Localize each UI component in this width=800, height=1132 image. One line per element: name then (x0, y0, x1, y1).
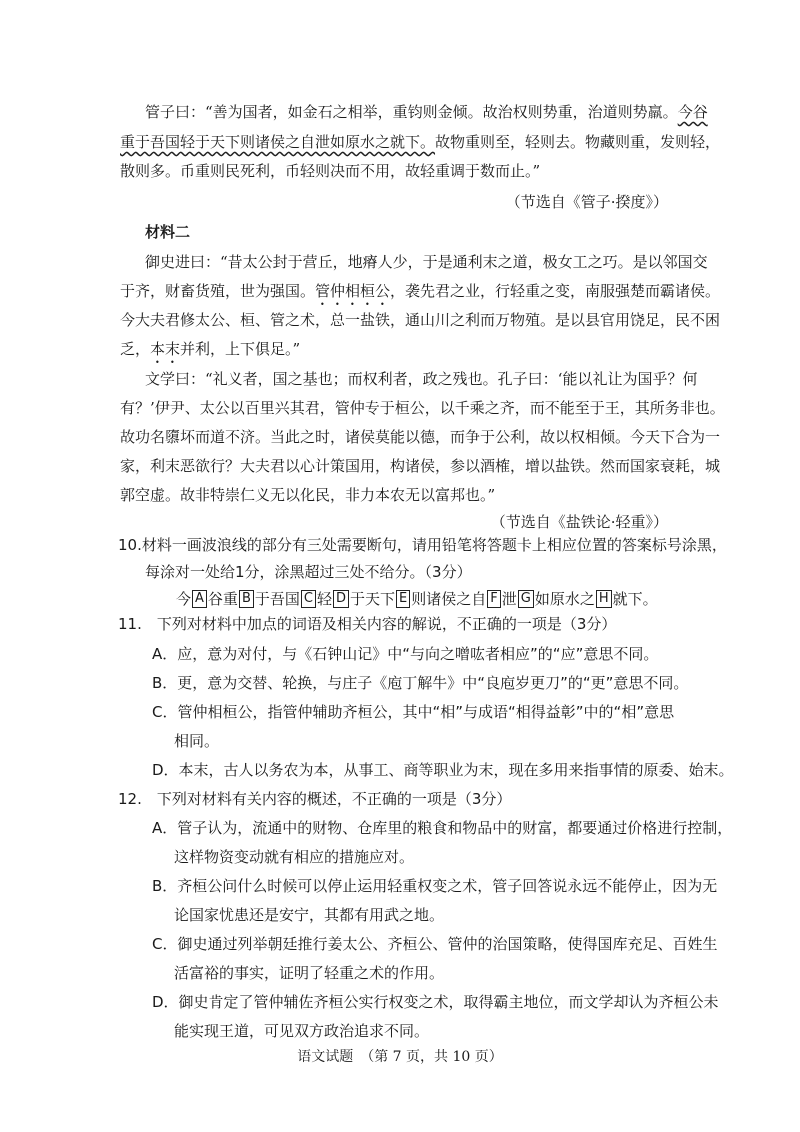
p1-line2-b: ，袭先君之业，行轻重之变，南服强楚而霸诸侯。 (390, 282, 721, 300)
q10-line2: 每涂对一处给1分，涂黑超过三处不给分。（3分） (145, 563, 472, 581)
option-box-f[interactable]: F (487, 590, 500, 608)
material2-p2-line2: 有？’伊尹、太公以百里兴其君，管仲专于桓公，以千乘之齐，而不能至于王，其所务非也。 (120, 399, 725, 417)
segment-text: 则诸侯之自 (411, 590, 487, 608)
material2-p1-line4 (120, 339, 300, 367)
segment-text: 谷重 (207, 590, 238, 608)
q11-option-d: D．本末，古人以务农为本，从事工、商等职业为末，现在多用来指事情的原委、始末。 (152, 761, 734, 779)
material1-source: （节选自《管子·揆度》） (505, 193, 668, 211)
page-footer: 语文试题 （第 7 页，共 10 页） (297, 1049, 503, 1065)
segment-text: 如原水之 (534, 590, 595, 608)
material2-p1-line2 (120, 281, 720, 309)
p1-line4-a: 乏， (120, 340, 151, 358)
q12-option-d-line2: 能实现王道，可见双方政治追求不同。 (174, 1022, 430, 1040)
dotted-term-benmo: 本末 (150, 340, 181, 358)
q11-option-c-line1: C．管仲相桓公，指管仲辅助齐桓公，其中“相”与成语“相得益彰”中的“相”意思 (152, 703, 675, 721)
dotted-term-guanzhong: 管仲相桓公 (315, 282, 391, 300)
option-box-e[interactable]: E (396, 590, 410, 608)
option-box-b[interactable]: B (239, 590, 254, 608)
q12-option-c-line1: C．御史通过列举朝廷推行姜太公、齐桓公、管仲的治国策略，使得国库充足、百姓生 (152, 935, 718, 953)
q11-option-c-line2: 相同。 (174, 732, 220, 750)
wavy-underlined-text: 重于吾国轻于天下则诸侯之自泄如原水之就下。 (120, 133, 436, 151)
option-box-d[interactable]: D (333, 590, 349, 608)
q12-option-d-line1: D．御史肯定了管仲辅佐齐桓公实行权变之术，取得霸主地位，而文学却认为齐桓公未 (152, 993, 719, 1011)
material1-line3: 散则多。币重则民死利，币轻则决而不用，故轻重调于数而止。” (120, 162, 541, 180)
material2-source: （节选自《盐铁论·轻重》） (490, 513, 668, 531)
material1-line2-rest: 故物重则至，轻则去。物藏则重，发则轻， (435, 133, 721, 151)
option-box-h[interactable]: H (596, 590, 612, 608)
wavy-underlined-text: 今谷 (677, 103, 708, 121)
q10-line1: 10.材料一画波浪线的部分有三处需要断句，请用铅笔将答题卡上相应位置的答案标号涂黑， (118, 536, 727, 554)
q12-option-b-line1: B．齐桓公问什么时候可以停止运用轻重权变之术，管子回答说永远不能停止，因为无 (152, 877, 718, 895)
q10-segment-row (176, 589, 658, 609)
material2-p1-line3: 今大夫君修太公、桓、管之术，总一盐铁，通山川之利而万物殖。是以县官用饶足，民不困 (120, 311, 721, 329)
material1-line1 (145, 102, 708, 122)
q11-stem: 11. 下列对材料中加点的词语及相关内容的解说，不正确的一项是（3分） (118, 615, 617, 633)
option-box-g[interactable]: G (518, 590, 534, 608)
q12-option-b-line2: 论国家忧患还是安宁，其都有用武之地。 (174, 906, 445, 924)
q12-option-c-line2: 活富裕的事实，证明了轻重之术的作用。 (174, 964, 445, 982)
material2-p2-line1: 文学曰：“礼义者，国之基也；而权利者，政之残也。孔子曰：‘能以礼让为国乎？何 (145, 370, 698, 388)
segment-text: 于天下 (349, 590, 395, 608)
material2-p2-line4: 家，利末恶欲行？大夫君以心计策国用，构诸侯，参以酒榷，增以盐铁。然而国家衰耗，城 (120, 457, 721, 475)
segment-text: 就下。 (612, 590, 658, 608)
material1-line2 (120, 132, 720, 152)
p1-line2-a: 于齐，财畜货殖，世为强国。 (120, 282, 316, 300)
q12-option-a-line2: 这样物资变动就有相应的措施应对。 (174, 848, 415, 866)
segment-text: 于吾国 (254, 590, 300, 608)
q12-stem: 12. 下列对材料有关内容的概述，不正确的一项是（3分） (118, 790, 512, 808)
material2-p2-line3: 故功名隳坏而道不济。当此之时，诸侯莫能以德，而争于公利，故以权相倾。今天下合为一 (120, 428, 721, 446)
q11-option-a: A．应，意为对付，与《石钟山记》中“与向之噌吰者相应”的“应”意思不同。 (152, 645, 659, 663)
segment-text: 轻 (316, 590, 332, 608)
q12-option-a-line1: A．管子认为，流通中的财物、仓库里的粮食和物品中的财富，都要通过价格进行控制， (152, 819, 733, 837)
option-box-a[interactable]: A (192, 590, 207, 608)
material2-p2-line5: 郭空虚。故非特崇仁义无以化民，非力本农无以富邦也。” (120, 486, 496, 504)
q11-option-b: B．更，意为交替、轮换，与庄子《庖丁解牛》中“良庖岁更刀”的“更”意思不同。 (152, 674, 689, 692)
material2-p1-line1: 御史进曰：“昔太公封于营丘，地瘠人少，于是通利末之道，极女工之巧。是以邻国交 (145, 253, 708, 271)
material2-heading: 材料二 (145, 223, 191, 241)
segment-text: 泄 (501, 590, 517, 608)
option-box-c[interactable]: C (301, 590, 316, 608)
segment-text: 今 (176, 590, 192, 608)
p1-line4-b: 并利，上下俱足。” (180, 340, 301, 358)
material1-line1-text: 管子曰：“善为国者，如金石之相举，重钧则金倾。故治权则势重，治道则势羸。 (145, 103, 678, 121)
